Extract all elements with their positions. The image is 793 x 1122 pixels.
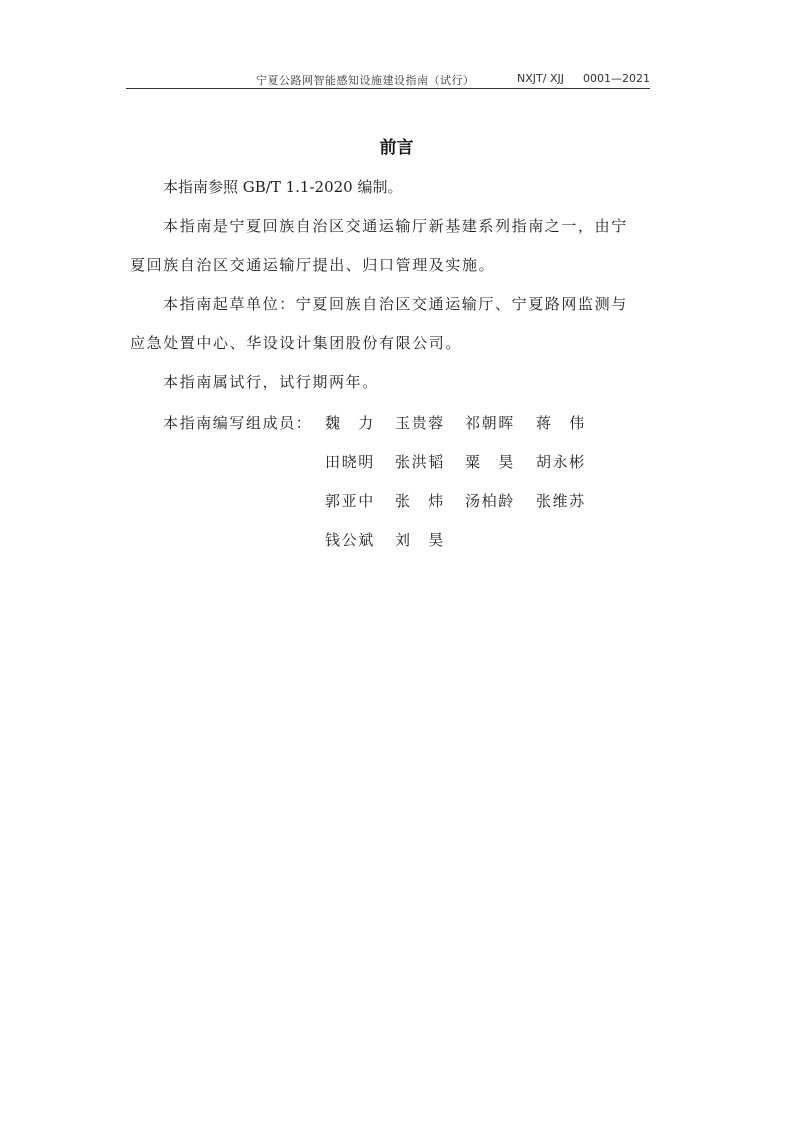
members-label: 本指南编写组成员： bbox=[163, 414, 313, 432]
paragraph-reference: 本指南参照 GB/T 1.1-2020 编制。 bbox=[163, 178, 403, 196]
member-name: 粟 昊 bbox=[465, 453, 515, 471]
member-name: 张 炜 bbox=[395, 492, 445, 510]
member-name: 张维苏 bbox=[536, 492, 586, 510]
member-name: 胡永彬 bbox=[536, 453, 586, 471]
member-name: 田晓明 bbox=[325, 453, 375, 471]
member-name: 郭亚中 bbox=[325, 492, 375, 510]
header-rule bbox=[126, 88, 650, 89]
member-name: 玉贵蓉 bbox=[395, 414, 445, 432]
paragraph-proposer-line1: 本指南是宁夏回族自治区交通运输厅新基建系列指南之一，由宁 bbox=[163, 217, 628, 235]
member-name: 刘 昊 bbox=[395, 531, 445, 549]
paragraph-trial: 本指南属试行，试行期两年。 bbox=[163, 373, 379, 391]
page-title: 前言 bbox=[379, 138, 414, 158]
header-document-title: 宁夏公路网智能感知设施建设指南（试行） bbox=[256, 74, 475, 87]
member-name: 魏 力 bbox=[325, 414, 375, 432]
member-name: 蒋 伟 bbox=[536, 414, 586, 432]
paragraph-drafter-line1: 本指南起草单位：宁夏回族自治区交通运输厅、宁夏路网监测与 bbox=[163, 295, 628, 313]
page-header bbox=[126, 72, 650, 88]
member-name: 祁朝晖 bbox=[465, 414, 515, 432]
header-document-code: NXJT/ XJJ bbox=[517, 72, 564, 85]
paragraph-drafter-line2: 应急处置中心、华设设计集团股份有限公司。 bbox=[130, 334, 463, 352]
paragraph-proposer-line2: 夏回族自治区交通运输厅提出、归口管理及实施。 bbox=[130, 256, 496, 274]
member-name: 钱公斌 bbox=[325, 531, 375, 549]
member-name: 张洪韬 bbox=[395, 453, 445, 471]
header-document-number: 0001—2021 bbox=[583, 72, 650, 85]
member-name: 汤柏龄 bbox=[465, 492, 515, 510]
